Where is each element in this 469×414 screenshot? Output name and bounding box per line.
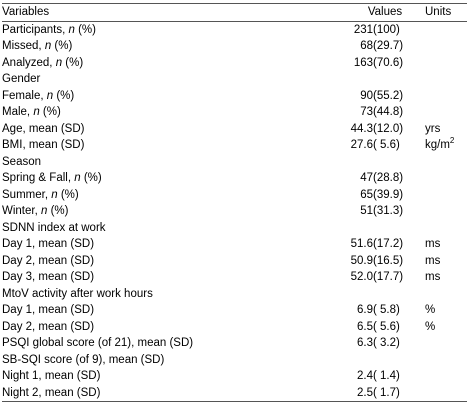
- table-row: [2, 385, 467, 402]
- row-label: [2, 170, 345, 187]
- value-secondary: (100): [373, 23, 400, 36]
- header-values: Values: [345, 4, 425, 22]
- value-secondary: ( 5.6): [373, 320, 400, 333]
- row-label: [2, 253, 345, 270]
- value-secondary: (39.9): [373, 188, 404, 201]
- row-label-text: Season: [2, 155, 42, 168]
- value-secondary: (28.8): [373, 172, 404, 184]
- unit-text: ms: [425, 254, 441, 267]
- table-row: [2, 319, 467, 336]
- unit: [425, 368, 467, 385]
- row-label-suffix: (%): [80, 172, 102, 184]
- row-label: [2, 236, 345, 253]
- row-label-text: BMI, mean (SD): [2, 139, 85, 151]
- value-main: 68: [360, 40, 373, 52]
- value-main: 90: [360, 89, 373, 102]
- unit: [425, 187, 467, 204]
- row-label: [2, 104, 345, 121]
- unit: [425, 55, 467, 72]
- row-label-italic: n: [46, 89, 54, 102]
- table-row: [2, 38, 467, 55]
- unit: [425, 137, 467, 154]
- table-row: [2, 335, 467, 352]
- table-row: [2, 55, 467, 72]
- characteristics-table: [2, 3, 467, 402]
- row-label: [2, 368, 345, 385]
- value-secondary: ( 5.8): [373, 304, 400, 316]
- row-label-suffix: (%): [51, 40, 73, 52]
- unit: [425, 220, 467, 237]
- table-row: [2, 220, 467, 237]
- table-row: [2, 187, 467, 204]
- value-secondary: (12.0): [373, 122, 404, 135]
- value-secondary: ( 3.2): [373, 337, 400, 349]
- value-main: 6.3: [357, 337, 373, 349]
- row-label-text: Female,: [2, 89, 47, 102]
- value-secondary: ( 1.7): [373, 385, 425, 402]
- row-label-italic: n: [51, 188, 58, 201]
- unit: [425, 352, 467, 369]
- row-label: [2, 352, 345, 369]
- value-main: [345, 154, 373, 171]
- row-label-text: Night 1, mean (SD): [2, 370, 101, 382]
- row-label-text: Night 2, mean (SD): [2, 386, 101, 399]
- unit-text: yrs: [425, 122, 441, 135]
- value-main: 6.5: [357, 320, 373, 333]
- row-label-text: Day 3, mean (SD): [2, 271, 95, 283]
- table-row: [2, 286, 467, 303]
- row-label-text: Gender: [2, 73, 41, 85]
- row-label: [2, 21, 345, 38]
- row-label-text: PSQI global score (of 21), mean (SD): [2, 337, 194, 349]
- value-secondary: [373, 352, 425, 369]
- header-variables: Variables: [2, 4, 345, 22]
- unit: [425, 170, 467, 187]
- table-row: [2, 21, 467, 38]
- unit: [425, 21, 467, 38]
- value-secondary: (16.5): [373, 254, 404, 267]
- row-label: [2, 121, 345, 138]
- row-label: [2, 269, 345, 286]
- row-label: [2, 302, 345, 319]
- row-label: [2, 220, 345, 237]
- table-row: [2, 104, 467, 121]
- row-label: [2, 187, 345, 204]
- unit: [425, 38, 467, 55]
- header-units: Units: [425, 4, 467, 22]
- value-main: [345, 71, 373, 88]
- unit: [425, 154, 467, 171]
- unit-text: ms: [425, 271, 441, 283]
- value-main: 50.9: [350, 254, 373, 267]
- row-label-text: Analyzed,: [2, 56, 56, 69]
- unit: [425, 203, 467, 220]
- unit: [425, 88, 467, 105]
- unit: [425, 302, 467, 319]
- value-secondary: (31.3): [373, 205, 404, 217]
- value-secondary: (17.7): [373, 271, 404, 283]
- table-body: [2, 21, 467, 402]
- unit: [425, 335, 467, 352]
- value-main: 44.3: [350, 122, 373, 135]
- row-label: [2, 88, 345, 105]
- unit: [425, 104, 467, 121]
- unit-superscript: 2: [449, 136, 455, 146]
- row-label-text: Spring & Fall,: [2, 172, 75, 184]
- row-label-text: Male,: [2, 106, 34, 118]
- value-main: [345, 352, 373, 369]
- value-secondary: (44.8): [373, 106, 404, 118]
- row-label: [2, 203, 345, 220]
- row-label: [2, 137, 345, 154]
- table-row: [2, 203, 467, 220]
- table-row: [2, 253, 467, 270]
- table-row: [2, 269, 467, 286]
- row-label-text: Day 1, mean (SD): [2, 304, 95, 316]
- unit-text: %: [425, 320, 436, 333]
- row-label: [2, 154, 345, 171]
- table-row: [2, 302, 467, 319]
- table-row: [2, 88, 467, 105]
- value-main: 2.5: [345, 385, 373, 402]
- value-main: 65: [360, 188, 373, 201]
- value-secondary: (17.2): [373, 238, 404, 250]
- unit: [425, 385, 467, 402]
- row-label: [2, 319, 345, 336]
- table-row: [2, 71, 467, 88]
- header-row: [2, 4, 467, 22]
- value-main: 6.9: [357, 304, 373, 316]
- unit-text: ms: [425, 238, 441, 250]
- unit: [425, 121, 467, 138]
- row-label: [2, 286, 345, 303]
- row-label-italic: n: [40, 205, 48, 217]
- value-secondary: (70.6): [373, 56, 404, 69]
- row-label: [2, 335, 345, 352]
- row-label-italic: n: [68, 23, 75, 36]
- value-main: 51.6: [350, 238, 373, 250]
- row-label-italic: n: [55, 56, 63, 69]
- value-main: [345, 286, 373, 303]
- row-label: [2, 55, 345, 72]
- row-label-text: Age, mean (SD): [2, 122, 85, 135]
- value-main: 2.4: [357, 370, 373, 382]
- value-main: 52.0: [350, 271, 373, 283]
- row-label-italic: n: [74, 172, 81, 184]
- unit: [425, 286, 467, 303]
- row-label-italic: n: [44, 40, 52, 52]
- value-main: 73: [360, 106, 373, 118]
- row-label-text: Winter,: [2, 205, 41, 217]
- row-label-text: Day 2, mean (SD): [2, 320, 95, 333]
- table-row: [2, 137, 467, 154]
- value-main: 51: [360, 205, 373, 217]
- value-secondary: (55.2): [373, 89, 404, 102]
- row-label-text: Day 1, mean (SD): [2, 238, 95, 250]
- value-secondary: [373, 286, 425, 303]
- unit-text: %: [425, 304, 436, 316]
- value-main: 27.6: [350, 139, 373, 151]
- value-secondary: ( 5.6): [373, 139, 400, 151]
- row-label-text: MtoV activity after work hours: [2, 287, 153, 300]
- table-row: [2, 368, 467, 385]
- table-row: [2, 121, 467, 138]
- value-secondary: (29.7): [373, 40, 404, 52]
- unit: [425, 71, 467, 88]
- row-label-suffix: (%): [53, 89, 75, 102]
- unit: [425, 253, 467, 270]
- row-label-suffix: (%): [39, 106, 61, 118]
- row-label-suffix: (%): [62, 56, 84, 69]
- row-label-suffix: (%): [57, 188, 79, 201]
- value-secondary: [373, 220, 425, 237]
- table-row: [2, 352, 467, 369]
- row-label-text: SB-SQI score (of 9), mean (SD): [2, 353, 165, 366]
- row-label-text: Missed,: [2, 40, 45, 52]
- row-label: [2, 38, 345, 55]
- unit: [425, 236, 467, 253]
- value-secondary: ( 1.4): [373, 370, 400, 382]
- row-label-italic: n: [33, 106, 40, 118]
- row-label-text: SDNN index at work: [2, 221, 106, 234]
- value-main: 231: [353, 23, 373, 36]
- row-label-text: Day 2, mean (SD): [2, 254, 95, 267]
- row-label: [2, 71, 345, 88]
- table-row: [2, 170, 467, 187]
- row-label-suffix: (%): [47, 205, 69, 217]
- row-label-text: Summer,: [2, 188, 52, 201]
- value-main: [345, 220, 373, 237]
- value-main: 163: [353, 56, 373, 69]
- row-label: [2, 385, 345, 402]
- row-label-text: Participants,: [2, 23, 69, 36]
- table-row: [2, 154, 467, 171]
- value-main: 47: [360, 172, 373, 184]
- value-secondary: [373, 154, 425, 171]
- table-row: [2, 236, 467, 253]
- unit-text: kg/m: [425, 139, 450, 151]
- unit: [425, 269, 467, 286]
- value-secondary: [373, 71, 425, 88]
- row-label-suffix: (%): [74, 23, 96, 36]
- unit: [425, 319, 467, 336]
